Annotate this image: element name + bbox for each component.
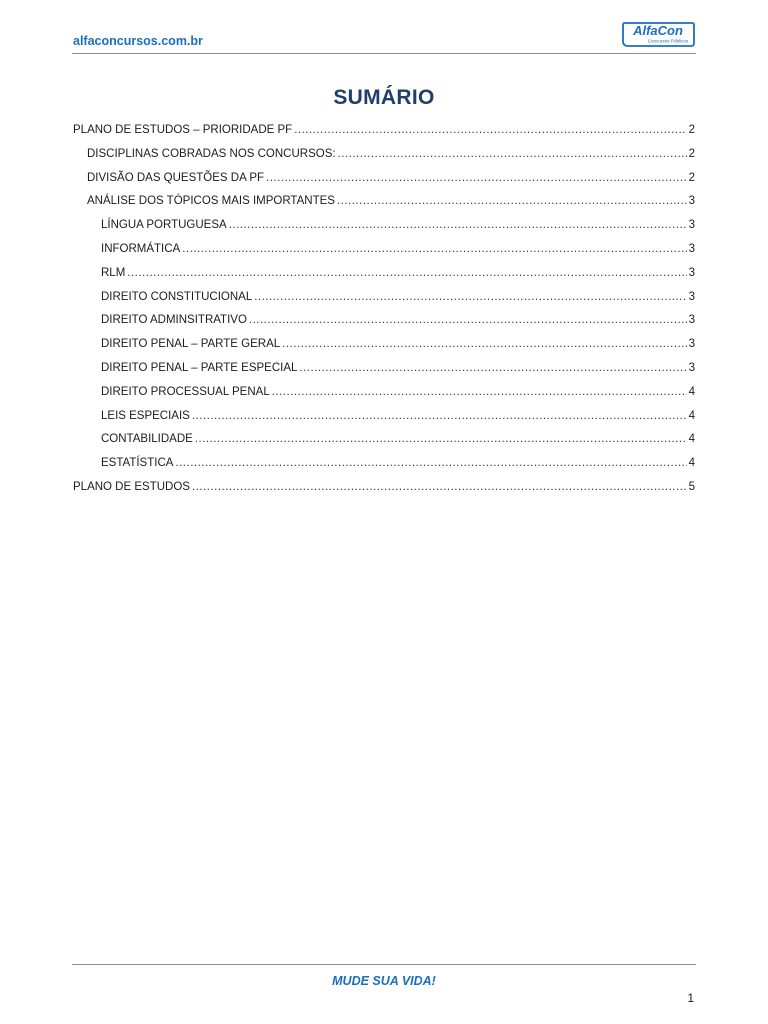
toc-entry-page: 2 [688,147,695,160]
toc-entry[interactable] [73,362,695,386]
toc-entry[interactable] [73,267,695,291]
toc-entry-page: 3 [688,242,695,255]
toc-entry-label: ANÁLISE DOS TÓPICOS MAIS IMPORTANTES [87,195,335,208]
header-site-url: alfaconcursos.com.br [73,34,203,48]
toc-dot-leader [175,457,686,469]
toc-entry-label: PLANO DE ESTUDOS – PRIORIDADE PF [73,124,293,136]
toc-entry[interactable] [73,219,695,243]
footer-divider [72,964,696,965]
toc-entry-label: DISCIPLINAS COBRADAS NOS CONCURSOS: [87,147,336,160]
toc-dot-leader [266,172,687,184]
toc-entry-page: 3 [688,219,695,232]
toc-entry-label: INFORMÁTICA [101,242,181,255]
toc-entry-label: DIREITO PROCESSUAL PENAL [101,385,270,398]
toc-entry-page: 3 [688,361,695,374]
toc-entry[interactable] [73,195,695,219]
toc-dot-leader [192,481,687,493]
toc-entry[interactable] [73,243,695,267]
alfacon-logo [620,20,696,48]
toc-entry-label: RLM [101,266,126,279]
toc-entry-label: DIREITO PENAL – PARTE ESPECIAL [101,361,298,374]
toc-entry-label: DIREITO PENAL – PARTE GERAL [101,338,281,351]
toc-dot-leader [272,386,687,398]
toc-entry-label: DIREITO CONSTITUCIONAL [101,290,253,303]
toc-entry[interactable] [73,410,695,434]
table-of-contents [73,124,695,505]
toc-entry-label: DIVISÃO DAS QUESTÕES DA PF [87,171,265,184]
toc-entry-label: PLANO DE ESTUDOS [73,480,190,493]
toc-entry[interactable] [73,291,695,315]
toc-dot-leader [195,433,687,445]
toc-entry[interactable] [73,172,695,196]
toc-entry-label: DIREITO ADMINSITRATIVO [101,314,247,327]
toc-entry-label: CONTABILIDADE [101,433,193,446]
toc-dot-leader [249,314,687,326]
toc-entry-label: ESTATÍSTICA [101,457,174,470]
toc-entry[interactable] [73,457,695,481]
toc-entry[interactable] [73,124,695,148]
toc-entry[interactable] [73,338,695,362]
logo-tagline: Concursos Públicos [647,38,689,44]
page-title: SUMÁRIO [333,86,435,109]
toc-entry-page: 4 [688,385,695,398]
toc-entry-page: 5 [688,480,695,493]
toc-dot-leader [282,338,686,350]
toc-entry-page: 3 [688,195,695,208]
toc-dot-leader [182,243,686,255]
logo-name: AlfaCon [633,23,683,38]
toc-entry-page: 2 [688,124,695,136]
toc-dot-leader [254,291,686,303]
toc-entry-page: 3 [688,290,695,303]
toc-entry[interactable] [73,314,695,338]
toc-dot-leader [294,124,686,136]
toc-entry[interactable] [73,481,695,505]
toc-entry[interactable] [73,433,695,457]
toc-entry-page: 2 [688,171,695,184]
toc-dot-leader [192,410,687,422]
toc-dot-leader [337,195,687,207]
toc-dot-leader [127,267,686,279]
toc-entry-page: 4 [688,457,695,470]
header-divider [72,53,696,54]
toc-entry-page: 3 [688,338,695,351]
toc-entry[interactable] [73,386,695,410]
toc-entry-label: LÍNGUA PORTUGUESA [101,219,227,232]
toc-entry[interactable] [73,148,695,172]
toc-entry-page: 4 [688,433,695,446]
toc-entry-label: LEIS ESPECIAIS [101,409,190,422]
toc-dot-leader [229,219,687,231]
page-number: 1 [687,991,694,1005]
toc-dot-leader [338,148,687,160]
toc-entry-page: 3 [688,266,695,279]
toc-entry-page: 3 [688,314,695,327]
toc-dot-leader [299,362,686,374]
toc-entry-page: 4 [688,409,695,422]
footer-slogan: MUDE SUA VIDA! [332,974,436,988]
